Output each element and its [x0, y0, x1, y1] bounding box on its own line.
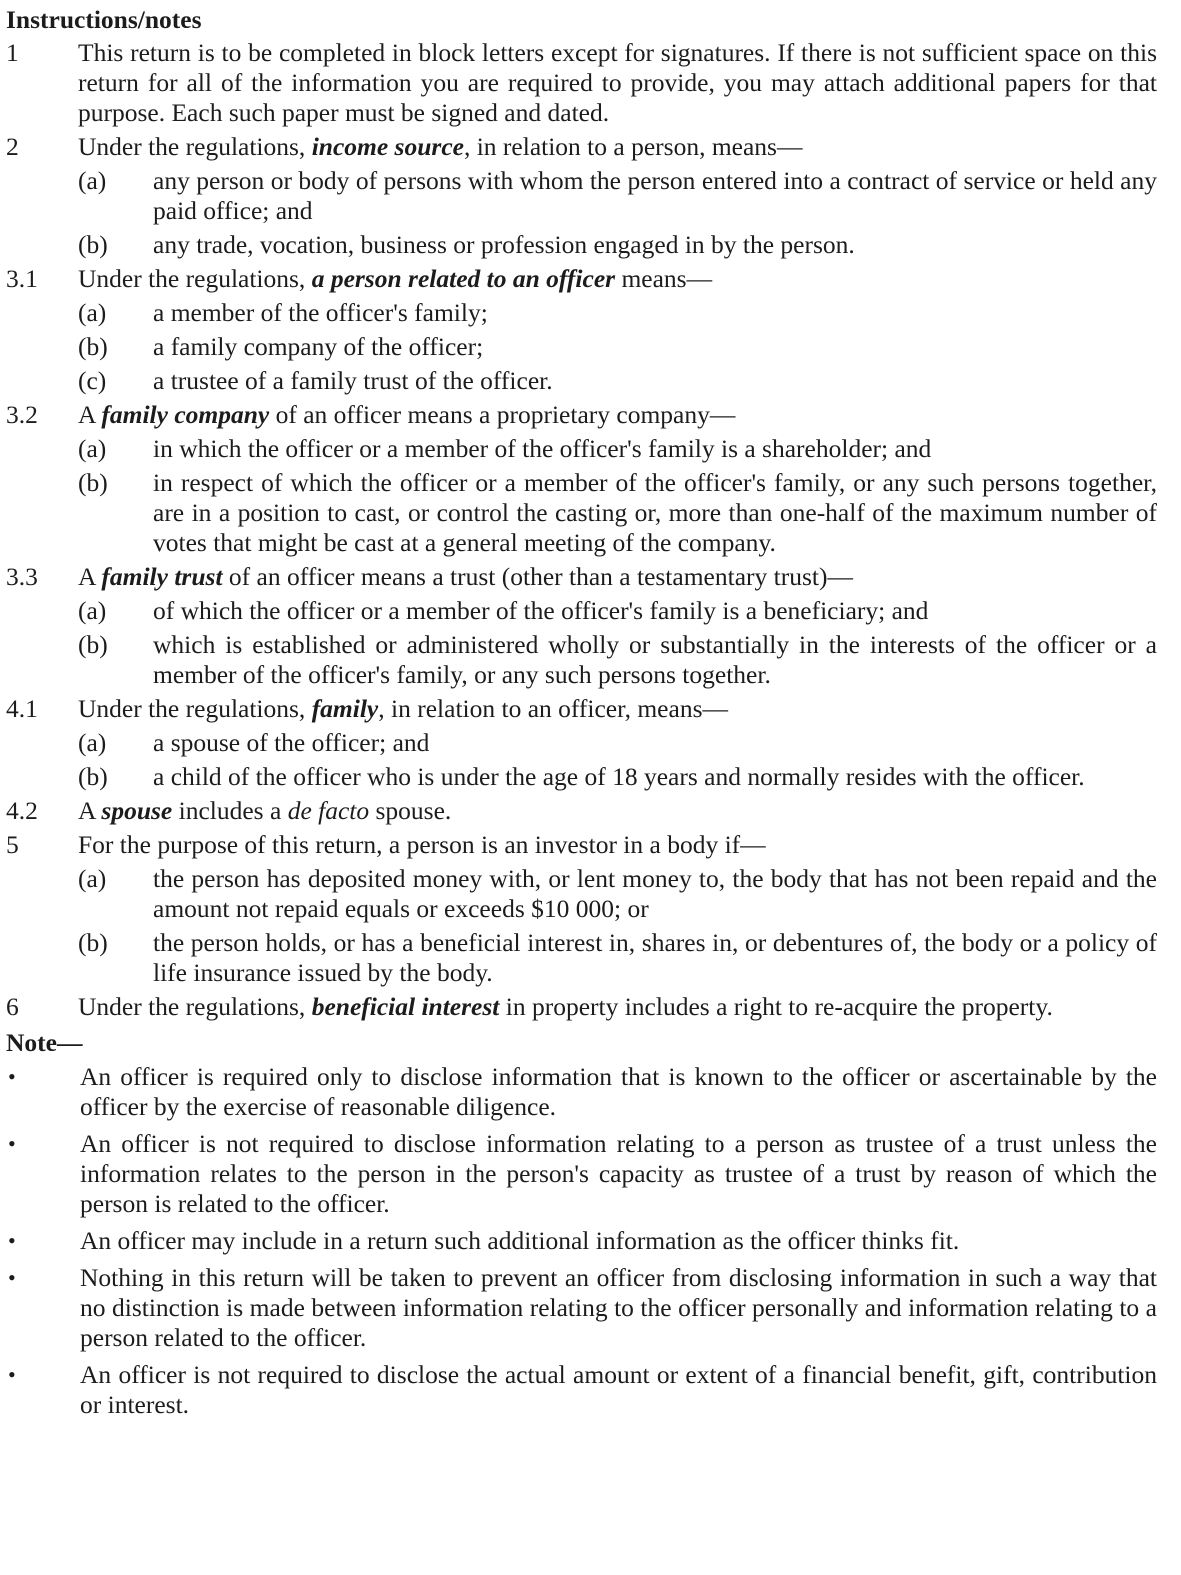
item-text: Under the regulations, [78, 694, 312, 723]
note-text: An officer is not required to disclose the actual amount or extent of a financial benefit, gift, contribution or interest. [80, 1360, 1157, 1419]
item-number: 2 [6, 132, 19, 161]
item-text: Under the regulations, [78, 132, 312, 161]
item-number: 3.3 [6, 562, 38, 591]
note-text: An officer is not required to disclose information relating to a person as trustee of a trust unless the information relates to the person in the person's capacity as trustee of a trust by reason of which the person is related to the officer. [80, 1129, 1157, 1218]
sub-item-label: (a) [78, 596, 107, 625]
item-text: of an officer means a proprietary company— [269, 400, 736, 429]
defined-term: beneficial interest [311, 992, 500, 1021]
item-4-2 [6, 796, 1157, 826]
sub-item-label: (a) [78, 298, 107, 327]
bullet-icon: • [8, 1064, 16, 1089]
item-number: 3.1 [6, 264, 38, 293]
sub-item [78, 728, 1157, 758]
item-text: means— [615, 264, 713, 293]
sub-item [78, 332, 1157, 362]
sub-item-label: (c) [78, 366, 107, 395]
item-number: 5 [6, 830, 19, 859]
bullet-icon: • [8, 1131, 16, 1156]
item-text: Under the regulations, [78, 264, 312, 293]
defined-term: family [311, 694, 379, 723]
item-number: 1 [6, 38, 19, 67]
item-3-1 [6, 264, 1157, 396]
sub-item-label: (a) [78, 864, 107, 893]
sub-item-label: (b) [78, 468, 108, 497]
item-5 [6, 830, 1157, 988]
sub-item [78, 166, 1157, 226]
note-text: An officer may include in a return such additional information as the officer thinks fit. [80, 1226, 960, 1255]
sub-item-text: a child of the officer who is under the age of 18 years and normally resides with the officer. [153, 762, 1085, 791]
sub-item-label: (b) [78, 630, 108, 659]
item-4-1 [6, 694, 1157, 792]
bullet-icon: • [8, 1362, 16, 1387]
instructions-heading: Instructions/notes [6, 5, 202, 34]
sub-item [78, 928, 1157, 988]
item-6 [6, 992, 1157, 1022]
sub-item-text: any trade, vocation, business or profession engaged in by the person. [153, 230, 855, 259]
sub-item-label: (a) [78, 166, 107, 195]
item-text: includes a [172, 796, 288, 825]
item-text: A [78, 562, 102, 591]
sub-item [78, 468, 1157, 558]
note-heading: Note— [6, 1028, 83, 1057]
note-item [6, 1360, 1157, 1420]
item-text: , in relation to a person, means— [463, 132, 803, 161]
sub-item [78, 762, 1157, 792]
sub-item [78, 864, 1157, 924]
sub-item-label: (b) [78, 762, 108, 791]
sub-item-text: in which the officer or a member of the officer's family is a shareholder; and [153, 434, 932, 463]
sub-item-label: (b) [78, 230, 108, 259]
defined-term: a person related to an officer [311, 264, 616, 293]
sub-item-label: (a) [78, 434, 107, 463]
sub-item-label: (b) [78, 332, 108, 361]
item-3-2 [6, 400, 1157, 558]
defined-term: spouse [101, 796, 173, 825]
sub-item-text: a trustee of a family trust of the officer. [153, 366, 553, 395]
note-item [6, 1129, 1157, 1219]
item-2 [6, 132, 1157, 260]
italic-phrase: de facto [287, 796, 370, 825]
sub-item-text: which is established or administered wholly or substantially in the interests of the officer or a member of the officer's family, or any such persons together. [153, 630, 1157, 689]
item-number: 3.2 [6, 400, 38, 429]
note-text: Nothing in this return will be taken to prevent an officer from disclosing information in such a way that no distinction is made between information relating to the officer personally and information relating to a person related to the officer. [80, 1263, 1157, 1352]
item-1 [6, 38, 1157, 128]
note-item [6, 1263, 1157, 1353]
sub-item [78, 298, 1157, 328]
sub-item-label: (a) [78, 728, 107, 757]
bullet-icon: • [8, 1228, 16, 1253]
item-text: This return is to be completed in block letters except for signatures. If there is not sufficient space on this return for all of the information you are required to provide, you may attach additional papers for that purpose. Each such paper must be signed and dated. [78, 38, 1157, 127]
item-text: Under the regulations, [78, 992, 312, 1021]
item-text: spouse. [369, 796, 452, 825]
sub-item-text: of which the officer or a member of the officer's family is a beneficiary; and [153, 596, 929, 625]
note-item [6, 1062, 1157, 1122]
defined-term: income source [311, 132, 464, 161]
sub-item-text: any person or body of persons with whom the person entered into a contract of service or held any paid office; and [153, 166, 1157, 225]
sub-item [78, 596, 1157, 626]
item-number: 6 [6, 992, 19, 1021]
item-text: A [78, 796, 102, 825]
note-item [6, 1226, 1157, 1256]
note-text: An officer is required only to disclose information that is known to the officer or ascertainable by the officer by the exercise of reasonable diligence. [80, 1062, 1157, 1121]
item-number: 4.1 [6, 694, 38, 723]
item-3-3 [6, 562, 1157, 690]
sub-item-text: a member of the officer's family; [153, 298, 488, 327]
item-text: , in relation to an officer, means— [378, 694, 728, 723]
sub-item [78, 230, 1157, 260]
sub-item-text: the person holds, or has a beneficial interest in, shares in, or debentures of, the body or a policy of life insurance issued by the body. [153, 928, 1157, 987]
defined-term: family company [101, 400, 270, 429]
item-text: For the purpose of this return, a person is an investor in a body if— [78, 830, 766, 859]
sub-item-text: the person has deposited money with, or lent money to, the body that has not been repaid and the amount not repaid equals or exceeds $10 000; or [153, 864, 1157, 923]
item-text: A [78, 400, 102, 429]
sub-item [78, 434, 1157, 464]
item-number: 4.2 [6, 796, 38, 825]
item-text: in property includes a right to re-acquire the property. [499, 992, 1053, 1021]
sub-item [78, 630, 1157, 690]
defined-term: family trust [101, 562, 223, 591]
sub-item-label: (b) [78, 928, 108, 957]
sub-item-text: a family company of the officer; [153, 332, 484, 361]
sub-item-text: in respect of which the officer or a member of the officer's family, or any such persons together, are in a position to cast, or control the casting or, more than one-half of the maximum number of votes that might be cast at a general meeting of the company. [153, 468, 1157, 557]
item-text: of an officer means a trust (other than a testamentary trust)— [222, 562, 853, 591]
sub-item [78, 366, 1157, 396]
sub-item-text: a spouse of the officer; and [153, 728, 430, 757]
bullet-icon: • [8, 1265, 16, 1290]
